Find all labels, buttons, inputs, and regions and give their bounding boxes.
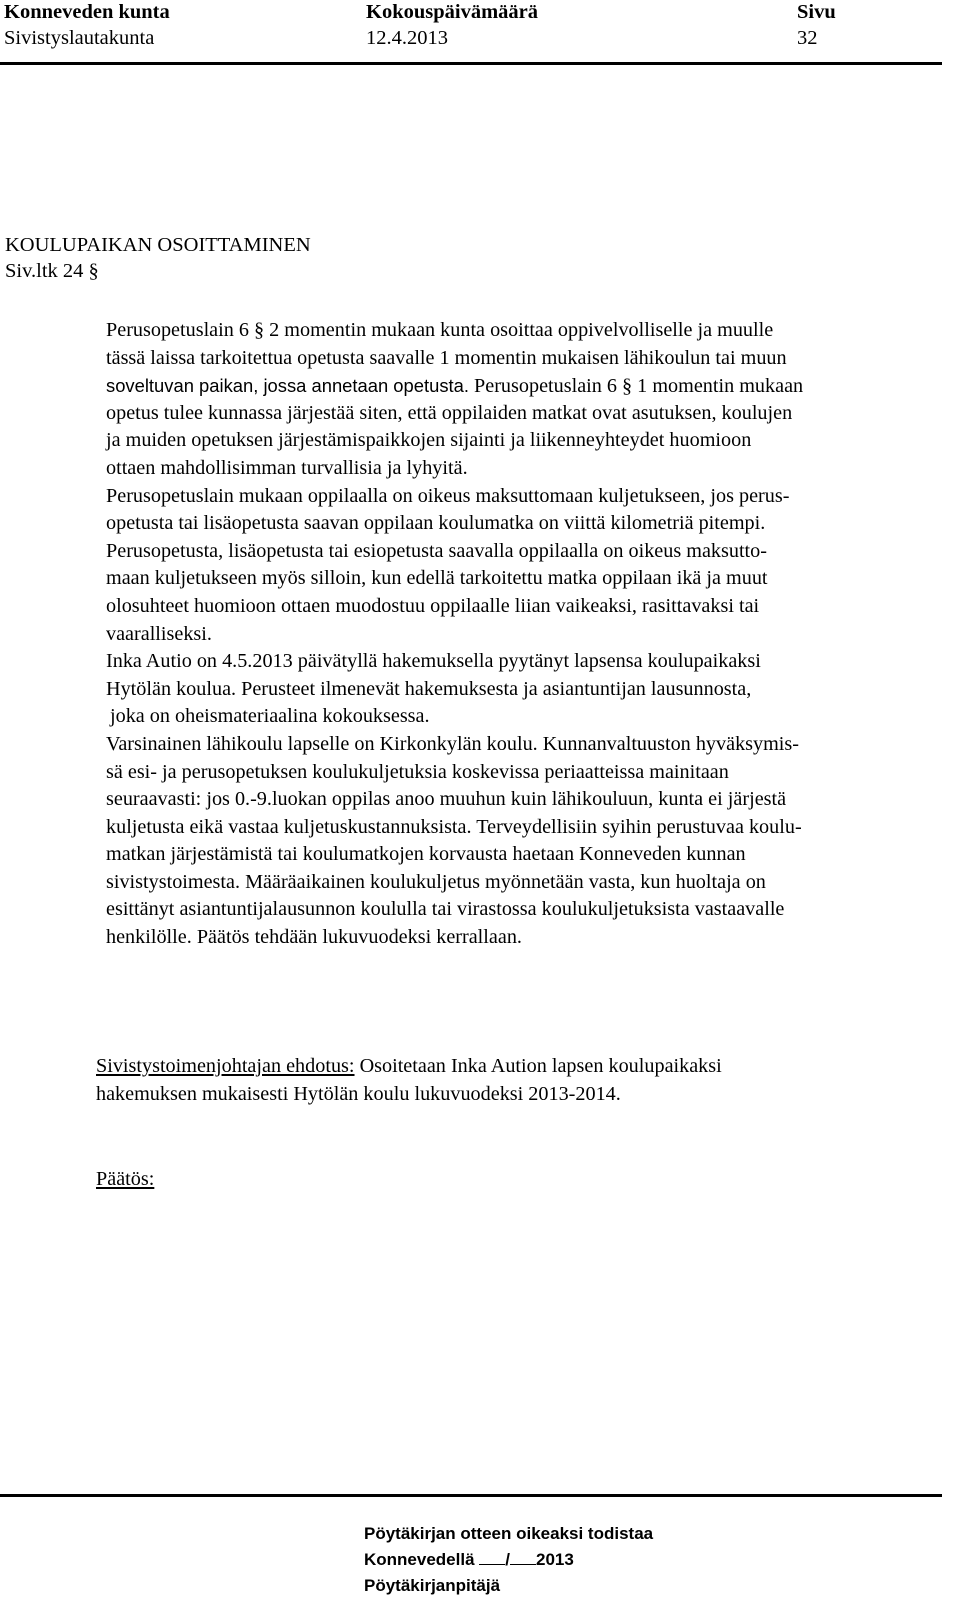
municipality-name: Konneveden kunta	[4, 1, 170, 23]
certification-place-date	[364, 1547, 653, 1573]
minutes-keeper-label: Pöytäkirjanpitäjä	[364, 1576, 501, 1595]
body-line-text: henkilölle. Päätös tehdään lukuvuodeksi kerrallaan.	[106, 926, 522, 949]
body-line	[106, 400, 926, 428]
body-line-text: kuljetusta eikä vastaa kuljetuskustannuksista. Terveydellisiin syihin perustuvaa koulu-	[106, 815, 802, 838]
body-line	[106, 924, 926, 952]
header-divider	[0, 62, 942, 65]
body-line	[106, 759, 926, 787]
board-name: Sivistyslautakunta	[4, 27, 155, 49]
body-line-text: Varsinainen lähikoulu lapselle on Kirkonkylän koulu. Kunnanvaltuuston hyväksymis-	[106, 732, 799, 755]
body-line-text: seuraavasti: jos 0.-9.luokan oppilas anoo muuhun kuin lähikouluun, kunta ei järjestä	[106, 788, 787, 811]
section-reference: Siv.ltk 24 §	[5, 260, 99, 282]
body-line	[106, 455, 926, 483]
month-blank	[510, 1548, 536, 1565]
certification-footer	[364, 1521, 653, 1599]
body-line-text: sivistystoimesta. Määräaikainen koulukuljetus myönnetään vasta, kun huoltaja on	[106, 870, 766, 893]
body-line-text: Inka Autio on 4.5.2013 päivätyllä hakemuksella pyytänyt lapsensa koulupaikaksi	[106, 650, 761, 673]
body-line-text: ottaen mahdollisimman turvallisia ja lyhyitä.	[106, 456, 468, 479]
meeting-date-label: Kokouspäivämäärä	[366, 1, 538, 23]
body-line-text: matkan järjestämistä tai koulumatkojen korvausta haetaan Konneveden kunnan	[106, 843, 746, 866]
body-line-text: sä esi- ja perusopetuksen koulukuljetuksia koskevissa periaatteissa mainitaan	[106, 760, 729, 783]
meeting-date-value: 12.4.2013	[366, 27, 448, 49]
section-title: KOULUPAIKAN OSOITTAMINEN	[5, 234, 311, 256]
page-number: 32	[797, 27, 818, 49]
body-line	[106, 731, 926, 759]
body-line	[106, 538, 926, 566]
body-line-text: Hytölän koulua. Perusteet ilmenevät hakemuksesta ja asiantuntijan lausunnosta,	[106, 677, 752, 700]
body-line-text: olosuhteet huomioon ottaen muodostuu oppilaalle liian vaikeaksi, rasittavaksi tai	[106, 594, 760, 617]
body-line-text: Perusopetuslain mukaan oppilaalla on oikeus maksuttomaan kuljetukseen, jos perus-	[106, 484, 790, 507]
body-line-text: Perusopetusta, lisäopetusta tai esiopetusta saavalla oppilaalla on oikeus maksutto-	[106, 539, 767, 562]
body-line	[106, 814, 926, 842]
body-line-text: maan kuljetukseen myös silloin, kun edellä tarkoitettu matka oppilaan ikä ja muut	[106, 567, 768, 590]
body-line	[106, 621, 926, 649]
body-line-text: esittänyt asiantuntijalausunnon koululla tai virastossa koulukuljetuksista vastaavalle	[106, 898, 785, 921]
date-separator: /	[505, 1550, 510, 1569]
proposal-line-1	[96, 1052, 722, 1080]
body-line	[106, 565, 926, 593]
proposal-block	[96, 1052, 722, 1108]
body-line	[106, 896, 926, 924]
document-body	[106, 317, 926, 952]
body-line-text: tässä laissa tarkoitettua opetusta saavalle 1 momentin mukaisen lähikoulun tai muun	[106, 346, 787, 369]
body-line-text: vaaralliseksi.	[106, 622, 212, 645]
body-line	[106, 483, 926, 511]
proposal-line-2: hakemuksen mukaisesti Hytölän koulu lukuvuodeksi 2013-2014.	[96, 1083, 621, 1105]
certification-year: 2013	[536, 1550, 574, 1569]
footer-divider	[0, 1494, 942, 1497]
proposal-text-1: Osoitetaan Inka Aution lapsen koulupaikaksi	[354, 1055, 722, 1077]
body-line-text: joka on oheismateriaalina kokouksessa.	[110, 705, 430, 728]
body-line-text: soveltuvan paikan, jossa annetaan opetusta.	[106, 375, 469, 397]
body-line-text: opetusta tai lisäopetusta saavan oppilaan koulumatka on viittä kilometriä pitempi.	[106, 512, 766, 535]
body-line	[106, 593, 926, 621]
body-line	[106, 841, 926, 869]
day-blank	[479, 1548, 505, 1565]
body-line	[106, 345, 926, 373]
body-line-text: opetus tulee kunnassa järjestää siten, että oppilaiden matkat ovat asutuksen, koulujen	[106, 401, 793, 424]
body-line	[106, 648, 926, 676]
body-line	[106, 869, 926, 897]
proposal-label: Sivistystoimenjohtajan ehdotus:	[96, 1055, 355, 1077]
body-line-text: ja muiden opetuksen järjestämispaikkojen sijainti ja liikenneyhteydet huomioon	[106, 429, 752, 452]
body-line	[106, 703, 926, 731]
body-line	[106, 427, 926, 455]
page-label: Sivu	[797, 1, 836, 23]
body-line	[106, 372, 926, 400]
body-line	[106, 317, 926, 345]
body-line	[106, 676, 926, 704]
body-line-text: Perusopetuslain 6 § 2 momentin mukaan kunta osoittaa oppivelvolliselle ja muulle	[106, 319, 774, 341]
body-line	[106, 510, 926, 538]
certification-text: Pöytäkirjan otteen oikeaksi todistaa	[364, 1524, 654, 1543]
decision-label: Päätös:	[96, 1168, 155, 1190]
section-heading	[5, 232, 311, 284]
body-line	[106, 786, 926, 814]
place-name: Konnevedellä	[364, 1550, 480, 1569]
body-line-tail: Perusopetuslain 6 § 1 momentin mukaan	[468, 375, 804, 398]
decision-block	[96, 1165, 154, 1193]
